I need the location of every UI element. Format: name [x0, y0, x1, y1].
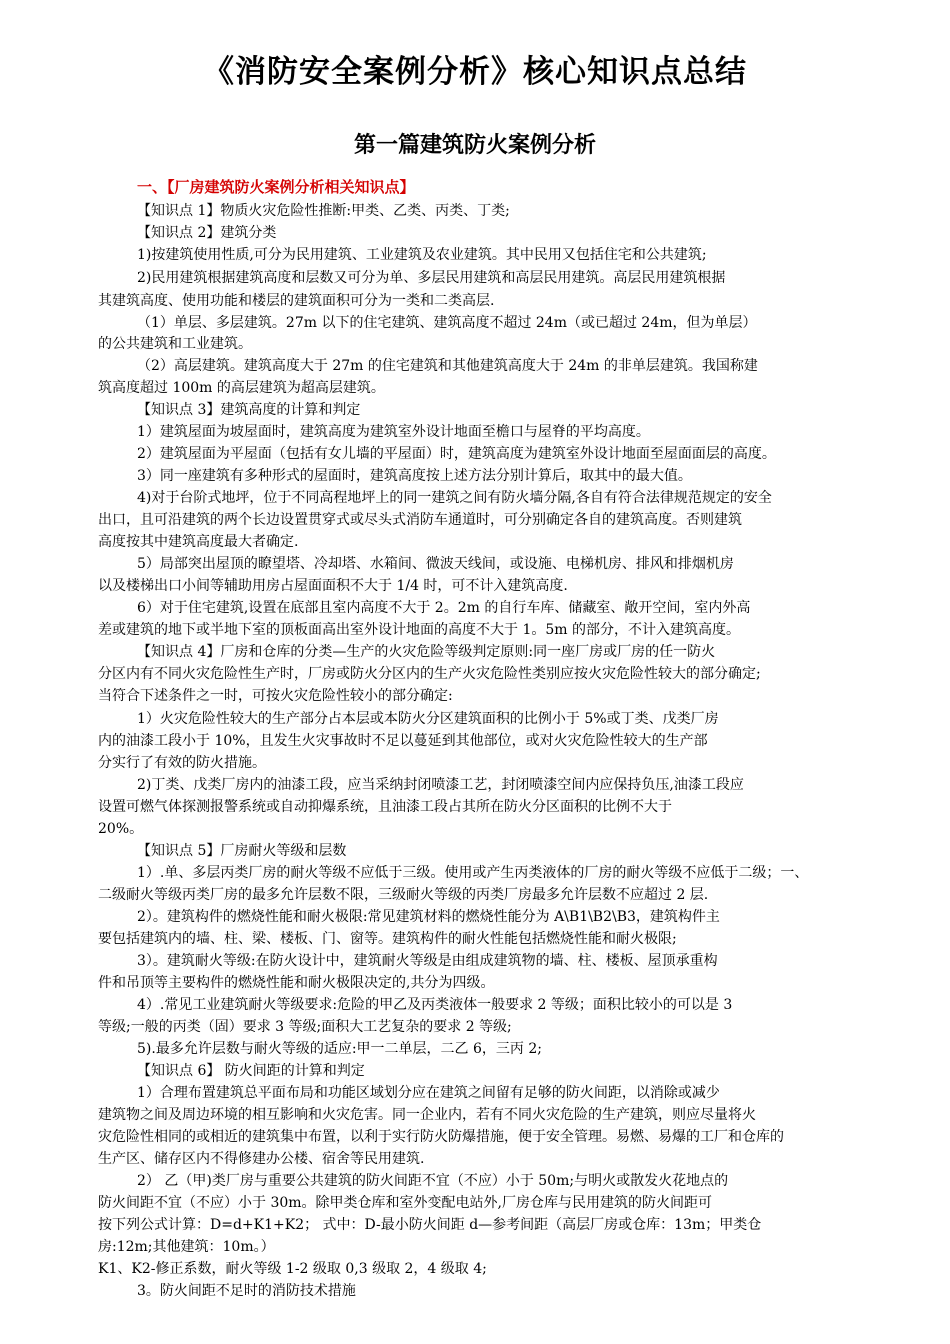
text-line: 3。防火间距不足时的消防技术措施: [137, 1283, 356, 1299]
text-line: （1）单层、多层建筑。27m 以下的住宅建筑、建筑高度不超过 24m（或已超过 24m，但为单层）: [137, 315, 757, 331]
part-title: 第一篇建筑防火案例分析: [353, 133, 596, 158]
text-line: 3）同一座建筑有多种形式的屋面时，建筑高度按上述方法分别计算后，取其中的最大值。: [137, 468, 692, 484]
text-line: 【知识点 5】厂房耐火等级和层数: [137, 843, 347, 859]
text-line: 设置可燃气体探测报警系统或自动抑爆系统，且油漆工段占其所在防火分区面积的比例不大于: [98, 799, 672, 815]
text-line: 内的油漆工段小于 10%，且发生火灾事故时不足以蔓延到其他部位，或对火灾危险性较大的生产部: [98, 733, 708, 749]
text-line: K1、K2-修正系数，耐火等级 1-2 级取 0,3 级取 2，4 级取 4;: [98, 1261, 487, 1277]
text-line: 4）.常见工业建筑耐火等级要求:危险的甲乙及丙类液体一般要求 2 等级；面积比较小的可以是 3: [137, 997, 733, 1013]
text-line: 出口，且可沿建筑的两个长边设置贯穿式或尽头式消防车通道时，可分别确定各自的建筑高度。否则建筑: [98, 512, 742, 528]
text-line: 【知识点 6】 防火间距的计算和判定: [137, 1063, 365, 1079]
text-line: 防火间距不宜（不应）小于 30m。除甲类仓库和室外变配电站外,厂房仓库与民用建筑的防火间距可: [98, 1195, 712, 1211]
text-line: 1)按建筑使用性质,可分为民用建筑、工业建筑及农业建筑。其中民用又包括住宅和公共建筑;: [137, 247, 707, 263]
text-line: 5).最多允许层数与耐火等级的适应:甲一二单层，二乙 6，三丙 2;: [137, 1041, 542, 1057]
document-title: 《消防安全案例分析》核心知识点总结: [203, 54, 747, 90]
text-line: 以及楼梯出口小间等辅助用房占屋面面积不大于 1/4 时，可不计入建筑高度.: [98, 578, 568, 594]
text-line: 筑高度超过 100m 的高层建筑为超高层建筑。: [98, 380, 385, 396]
text-line: 当符合下述条件之一时，可按火灾危险性较小的部分确定:: [98, 688, 453, 704]
text-line: 5）局部突出屋顶的瞭望塔、冷却塔、水箱间、微波天线间，或设施、电梯机房、排风和排烟机房: [137, 556, 734, 572]
text-line: 房:12m;其他建筑：10m。）: [98, 1239, 275, 1255]
text-line: 高度按其中建筑高度最大者确定.: [98, 534, 299, 550]
text-line: 建筑物之间及周边环境的相互影响和火灾危害。同一企业内，若有不同火灾危险的生产建筑，则应尽量将火: [98, 1107, 756, 1123]
text-line: 2)民用建筑根据建筑高度和层数又可分为单、多层民用建筑和高层民用建筑。高层民用建筑根据: [137, 270, 726, 286]
text-line: 分实行了有效的防火措施。: [98, 755, 266, 771]
text-line: 要包括建筑内的墙、柱、梁、楼板、门、窗等。建筑构件的耐火性能包括燃烧性能和耐火极限;: [98, 931, 677, 947]
text-line: 2）建筑屋面为平屋面（包括有女儿墙的平屋面）时，建筑高度为建筑室外设计地面至屋面面层的高度。: [137, 446, 776, 462]
text-line: 二级耐火等级丙类厂房的最多允许层数不限，三级耐火等级的丙类厂房最多允许层数不应超过 2 层.: [98, 887, 709, 903]
text-line: 【知识点 1】物质火灾危险性推断:甲类、乙类、丙类、丁类;: [137, 203, 510, 219]
text-line: 3）。建筑耐火等级:在防火设计中，建筑耐火等级是由组成建筑物的墙、柱、楼板、屋顶承重构: [137, 953, 718, 969]
text-line: 1）.单、多层丙类厂房的耐火等级不应低于三级。使用或产生丙类液体的厂房的耐火等级不应低于二级；一、: [137, 865, 809, 881]
text-line: 2）。建筑构件的燃烧性能和耐火极限:常见建筑材料的燃烧性能分为 A\B1\B2\B3，建筑构件主: [137, 909, 720, 925]
text-line: 分区内有不同火灾危险性生产时，厂房或防火分区内的生产火灾危险性类别应按火灾危险性较大的部分确定;: [98, 666, 761, 682]
text-line: 其建筑高度、使用功能和楼层的建筑面积可分为一类和二类高层.: [98, 293, 495, 309]
text-line: 6）对于住宅建筑,设置在底部且室内高度不大于 2。2m 的自行车库、储藏室、敞开空间，室内外高: [137, 600, 751, 616]
section-heading: 一、【厂房建筑防火案例分析相关知识点】: [137, 178, 415, 196]
text-line: 1）火灾危险性较大的生产部分占本层或本防火分区建筑面积的比例小于 5%或丁类、戊类厂房: [137, 711, 719, 727]
text-line: 2)丁类、戊类厂房内的油漆工段，应当采纳封闭喷漆工艺，封闭喷漆空间内应保持负压,油漆工段应: [137, 777, 744, 793]
text-line: 20%。: [98, 821, 144, 837]
text-line: 按下列公式计算：D=d+K1+K2； 式中：D-最小防火间距 d—参考间距（高层厂房或仓库：13m；甲类仓: [98, 1217, 762, 1233]
text-line: 件和吊顶等主要构件的燃烧性能和耐火极限决定的,共分为四级。: [98, 975, 495, 991]
text-line: 的公共建筑和工业建筑。: [98, 336, 252, 352]
text-line: 2） 乙（甲)类厂房与重要公共建筑的防火间距不宜（不应）小于 50m;与明火或散发火花地点的: [137, 1173, 729, 1189]
text-line: 4)对于台阶式地坪，位于不同高程地坪上的同一建筑之间有防火墙分隔,各自有符合法律规范规定的安全: [137, 490, 772, 506]
text-line: 等级;一般的丙类（固）要求 3 等级;面积大工艺复杂的要求 2 等级;: [98, 1019, 512, 1035]
text-line: 1）建筑屋面为坡屋面时，建筑高度为建筑室外设计地面至檐口与屋脊的平均高度。: [137, 424, 650, 440]
text-line: （2）高层建筑。建筑高度大于 27m 的住宅建筑和其他建筑高度大于 24m 的非单层建筑。我国称建: [137, 358, 758, 374]
text-line: 【知识点 2】建筑分类: [137, 225, 277, 241]
text-line: 【知识点 4】厂房和仓库的分类—生产的火灾危险等级判定原则:同一座厂房或厂房的任一防火: [137, 644, 716, 660]
text-line: 1）合理布置建筑总平面布局和功能区域划分应在建筑之间留有足够的防火间距，以消除或减少: [137, 1085, 720, 1101]
text-line: 灾危险性相同的或相近的建筑集中布置，以利于实行防火防爆措施，便于安全管理。易燃、易爆的工厂和仓库的: [98, 1129, 784, 1145]
text-line: 差或建筑的地下或半地下室的顶板面高出室外设计地面的高度不大于 1。5m 的部分，不计入建筑高度。: [98, 622, 740, 638]
text-line: 【知识点 3】建筑高度的计算和判定: [137, 402, 361, 418]
text-line: 生产区、储存区内不得修建办公楼、宿舍等民用建筑.: [98, 1151, 425, 1167]
